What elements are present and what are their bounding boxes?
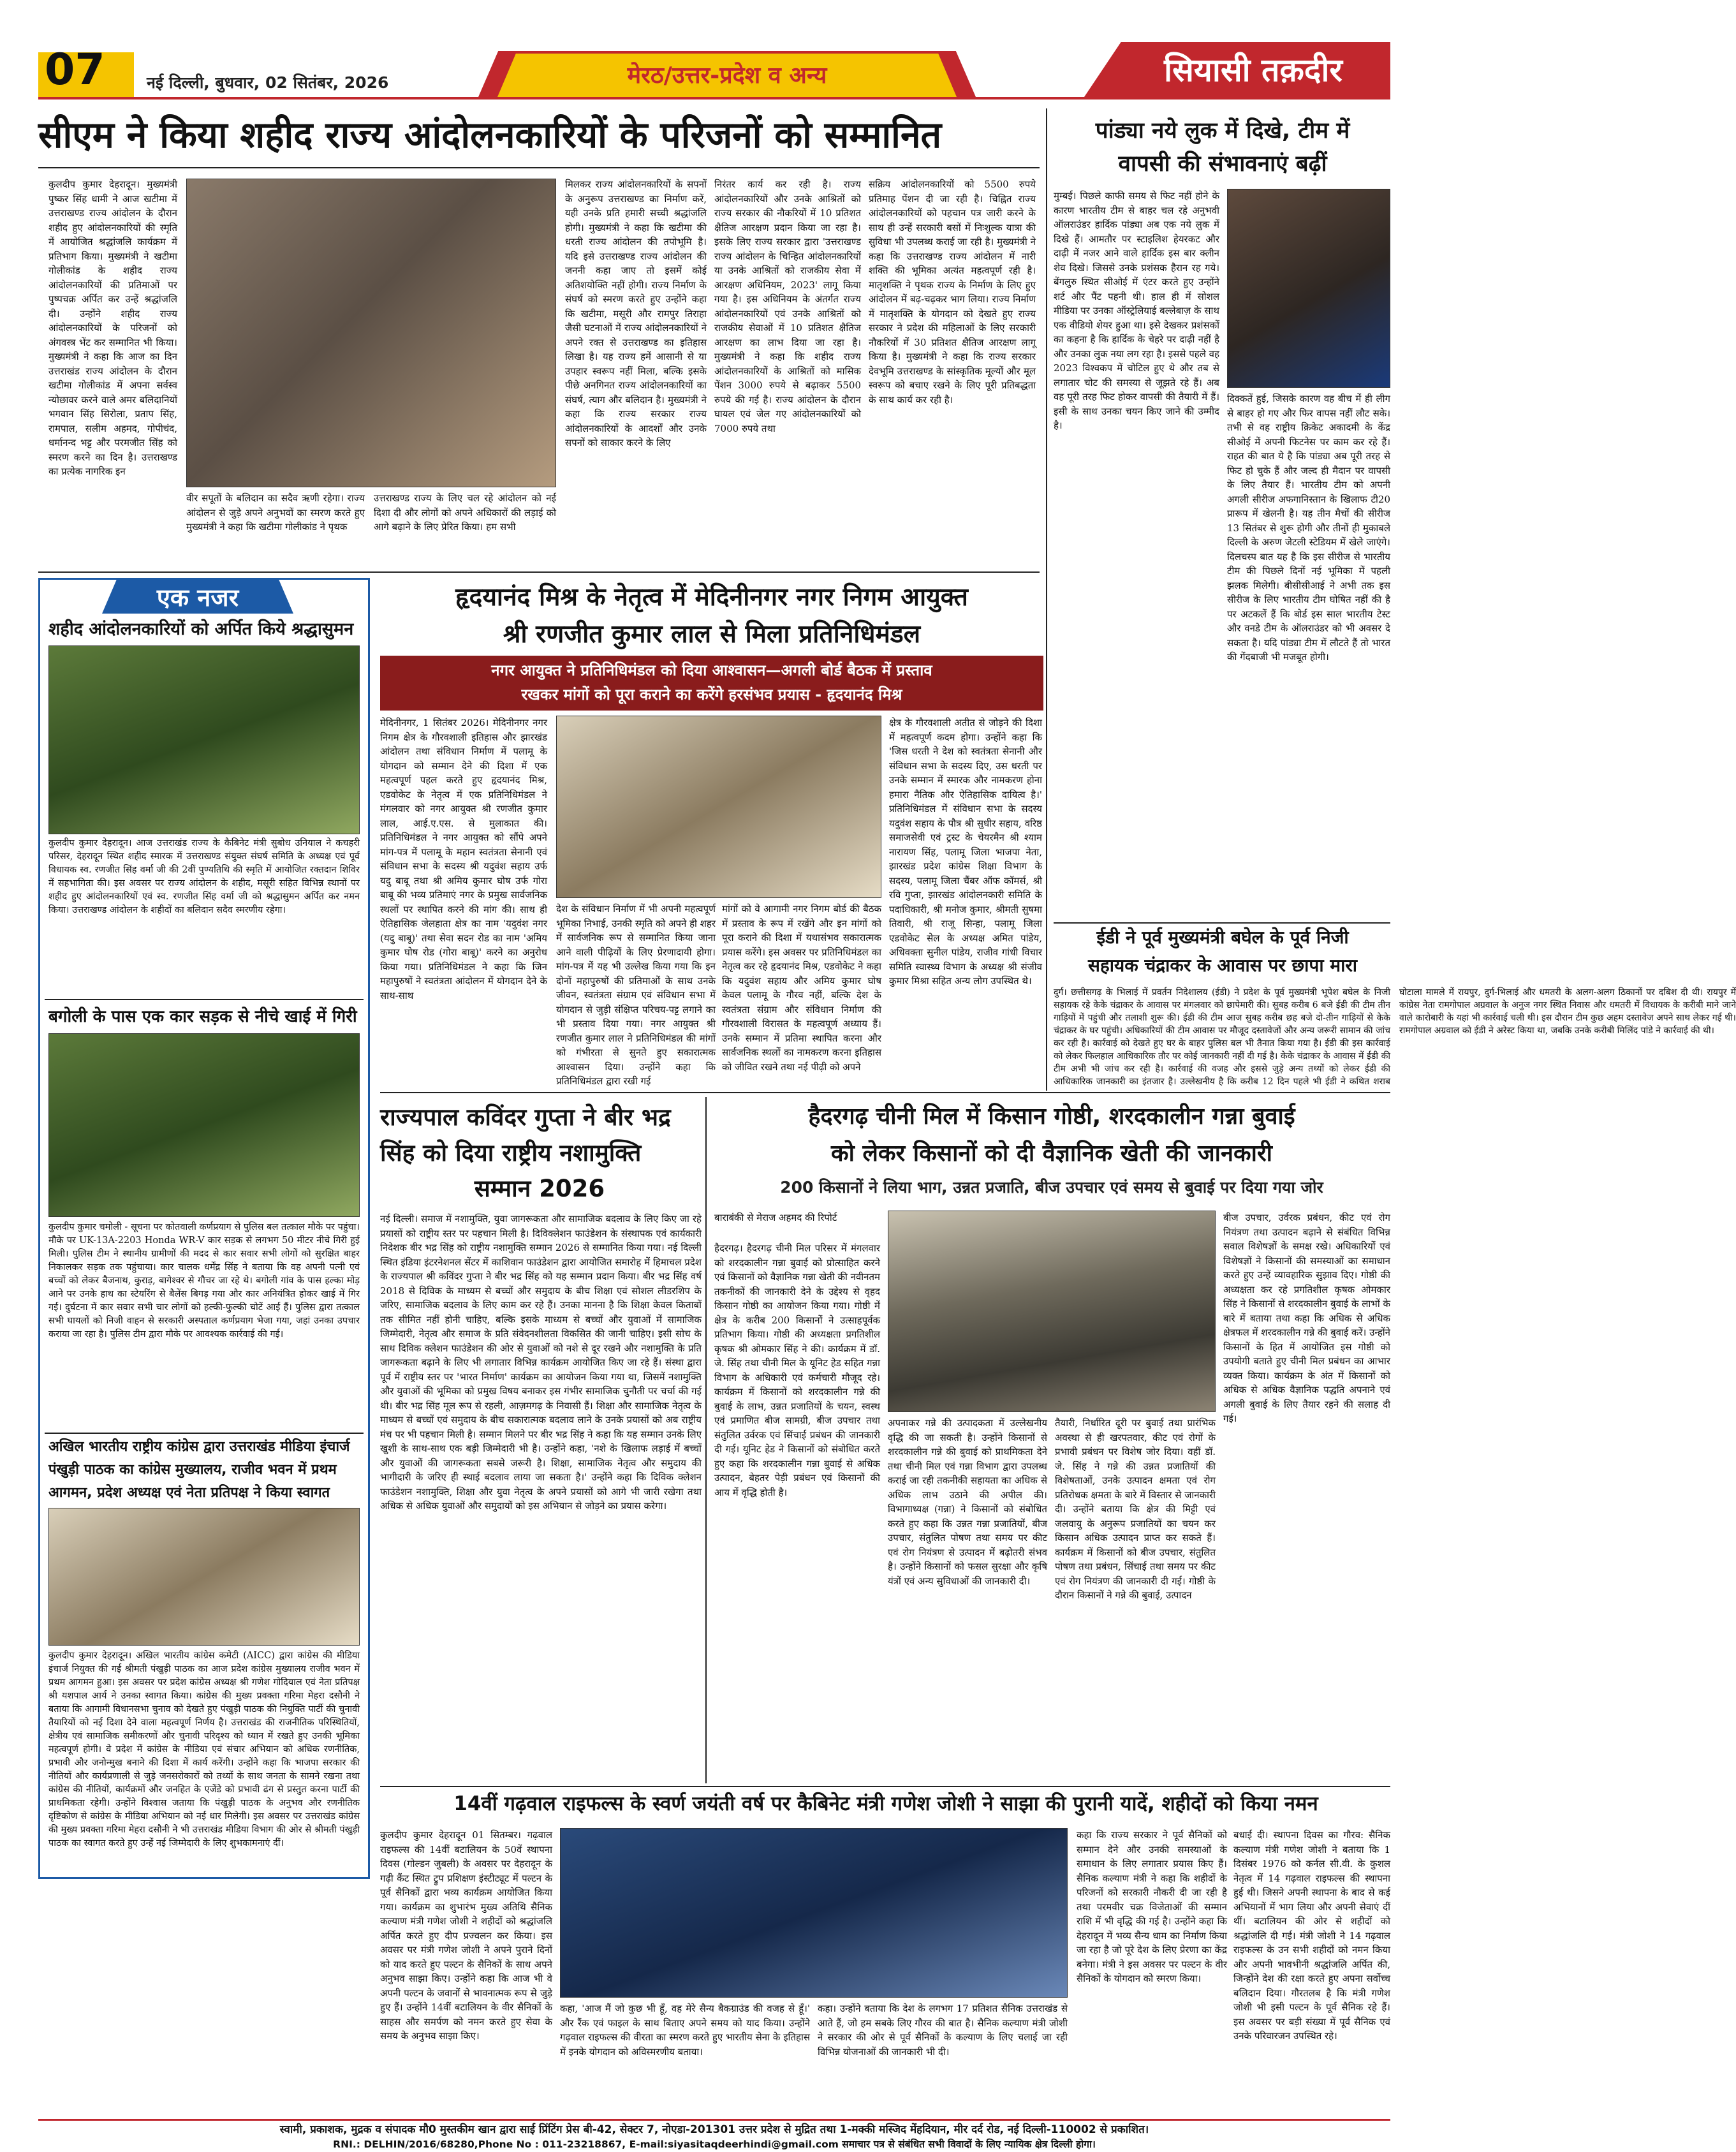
footer-rni: RNI.: DELHIN/2016/68280,Phone No : 011-23218867, E-mail:siyasitaqdeerhindi@gmail.com समाचार पत्र से संबंधित सभी विवादों के लिए न्यायिक क्षेत्र दिल्ली होगा। <box>333 2139 1096 2150</box>
header-rule <box>38 97 1390 99</box>
story6-col3: तैयारी, निर्धारित दूरी पर बुवाई तथा प्रारंभिक अवस्था से ही खरपतवार, कीट एवं रोगों के प्रभावी प्रबंधन पर विशेष जोर दिया। वहीं डॉ. जे. सिंह ने गन्ने की उन्नत प्रजातियों की विशेषताओं, उनके उत्पादन क्षमता एवं रोग प्रतिरोधक क्षमता के बारे में विस्तार से जानकारी दी। उन्होंने बताया कि क्षेत्र की मिट्टी एवं जलवायु के अनुरूप प्रजातियों का चयन कर किसान अधिक उत्पादन प्राप्त कर सकते हैं। कार्यक्रम में किसानों को बीज उपचार, संतुलित पोषण तथा प्रबंधन, सिंचाई तथा समय पर कीट एवं रोग नियंत्रण की जानकारी दी गई। गोष्ठी के दौरान किसानों ने गन्ने की बुवाई, उत्पादन <box>1055 1417 1216 1601</box>
story7-photo <box>560 1828 1068 1998</box>
story3-photo <box>1227 189 1390 388</box>
story2-headline-2: श्री रणजीत कुमार लाल से मिला प्रतिनिधिमंडल <box>503 620 921 649</box>
story3-headline-2: वापसी की संभावनाएं बढ़ीं <box>1118 151 1327 177</box>
story2-subhead-1: नगर आयुक्त ने प्रतिनिधिमंडल को दिया आश्वासन—अगली बोर्ड बैठक में प्रस्ताव <box>491 661 932 679</box>
story1-caption-a: वीर सपूतों के बलिदान का सदैव ऋणी रहेगा। राज्य आंदोलन से जुड़े अपने अनुभवों का स्मरण करते हुए मुख्यमंत्री ने कहा कि खटीमा गोलीकांड ने पृथक <box>186 492 365 533</box>
story3-col-a: मुम्बई। पिछले काफी समय से फिट नहीं होने के कारण भारतीय टीम से बाहर चल रहे अनुभवी ऑलराउंडर हार्दिक पांड्या अब एक नये लुक में दिखे हैं। आमतौर पर स्टाइलिश हेयरकट और दाढ़ी में नजर आने वाले हार्दिक इस बार क्लीन शेव दिखे। जिससे उनके प्रशंसक हैरान रह गये। बेंगलुरु स्थित सीओई में एंटर करते हुए उन्होंने शर्ट और पैंट पहनी थी। हाल ही में सोशल मीडिया पर उनका ऑस्ट्रेलियाई बल्लेबाज़ के साथ एक वीडियो शेयर हुआ था। इसे देखकर प्रशंसकों का कहना है कि हार्दिक के चेहरे पर दाढ़ी नहीं है और उनका लुक नया लग रहा है। इससे पहले वह 2023 विश्वकप में चोटिल हुए थे और तब से लगातार चोट की समस्या से जूझते रहे हैं। अब वह पूरी तरह फिट होकर वापसी की तैयारी में हैं। इसी के साथ उनका चयन किए जाने की उम्मीद है। <box>1054 190 1219 431</box>
divider-h-story7 <box>380 1786 1390 1787</box>
story7-col3: कहा कि राज्य सरकार ने पूर्व सैनिकों को सम्मान देने और उनकी समस्याओं के समाधान के लिए लगातार प्रयास किए हैं। सैनिक कल्याण मंत्री ने कहा कि शहीदों के परिजनों को सरकारी नौकरी दी जा रही है तथा परमवीर चक्र विजेताओं की सम्मान राशि में भी वृद्धि की गई है। उन्होंने कहा कि देहरादून में भव्य सैन्य धाम का निर्माण किया जा रहा है जो पूरे देश के लिए प्रेरणा का केंद्र बनेगा। मंत्री ने इस अवसर पर पल्टन के वीर सैनिकों के योगदान को स्मरण किया। <box>1077 1829 1227 1984</box>
story7-headline: 14वीं गढ़वाल राइफल्स के स्वर्ण जयंती वर्ष पर कैबिनेट मंत्री गणेश जोशी ने साझा की पुरानी यादें, शहीदों को किया नमन <box>453 1792 1318 1815</box>
story2-col4: क्षेत्र के गौरवशाली अतीत से जोड़ने की दिशा में महत्वपूर्ण कदम होगा। उन्होंने कहा कि 'जिस धरती ने देश को स्वतंत्रता सेनानी और संविधान सभा के सदस्य दिए, उस धरती पर उनके सम्मान में स्मारक और नामकरण होना हमारा नैतिक और ऐतिहासिक दायित्व है।' प्रतिनिधिमंडल में संविधान सभा के सदस्य यदुवंश सहाय के पौत्र श्री सुधीर सहाय, वरिष्ठ समाजसेवी एवं ट्रस्ट के चेयरमैन श्री श्याम नारायण सिंह, पलामू जिला भाजपा नेता, झारखंड प्रदेश कांग्रेस शिक्षा विभाग के सदस्य, पलामू जिला चैंबर ऑफ कॉमर्स, श्री रवि गुप्ता, झारखंड आंदोलनकारी समिति के पदाधिकारी, श्री मनोज कुमार, श्रीमती सुषमा तिवारी, श्री राजू सिन्हा, पलामू जिला एडवोकेट सेल के अध्यक्ष अमित पांडेय, अधिवक्ता सुनील पांडेय, राजीव गांधी विचार समिति स्वास्थ्य विभाग के अध्यक्ष श्री संजीव कुमार मिश्रा सहित अन्य लोग उपस्थित थे। <box>889 717 1042 987</box>
story7-col4: बधाई दी। स्थापना दिवस का गौरव: सैनिक कल्याण मंत्री गणेश जोशी ने बताया कि 1 दिसंबर 1976 को कर्नल सी.वी. के कुशल नेतृत्व में 14 गढ़वाल राइफल्स की स्थापना हुई थी। जिसने अपनी स्थापना के बाद से कई अभियानों में भाग लिया और अपनी सेवाएं दीं थीं। बटालियन की ओर से शहीदों को श्रद्धांजलि दी गई। मंत्री जोशी ने 14 गढ़वाल राइफल्स के उन सभी शहीदों को नमन किया और अपनी भावभीनी श्रद्धांजलि अर्पित की, जिन्होंने देश की रक्षा करते हुए अपना सर्वोच्च बलिदान दिया। गौरतलब है कि मंत्री गणेश जोशी भी इसी पल्टन के पूर्व सैनिक रहे हैं। इस अवसर पर बड़ी संख्या में पूर्व सैनिक एवं उनके परिवारजन उपस्थित रहे। <box>1233 1829 1390 2042</box>
story5-headline-3: सम्मान 2026 <box>474 1175 605 1202</box>
story6-photo <box>888 1211 1216 1412</box>
ek-nazar-divider-2 <box>45 1433 364 1434</box>
story5-headline-1: राज्यपाल कविंदर गुप्ता ने बीर भद्र <box>380 1103 671 1131</box>
story4-text-block: दुर्ग। छत्तीसगढ़ के भिलाई में प्रवर्तन निदेशालय (ईडी) ने प्रदेश के पूर्व मुख्यमंत्री भूपेश बघेल के निजी सहायक रहे केके चंद्राकर के आवास पर मंगलवार को छापेमारी की। सुबह करीब 6 बजे ईडी की टीम तीन गाड़ियों में पहुंची और तलाशी शुरू की। ईडी की टीम आज सुबह करीब छह बजे दो-तीन गाड़ियों से केके चंद्राकर के घर पहुंची। अधिकारियों की टीम आवास पर मौजूद दस्तावेजों और अन्य जरूरी सामान की जांच कर रही है। कार्रवाई को देखते हुए घर के बाहर पुलिस बल भी तैनात किया गया है। ईडी की इस कार्रवाई को लेकर फिलहाल आधिकारिक तौर पर कोई जानकारी नहीं दी गई है। केके चंद्राकर के आवास में ईडी की टीम अभी भी जांच कर रही है। कार्रवाई की वजह और इससे जुड़े अन्य तथ्यों को लेकर ईडी की आधिकारिक जानकारी का इंतजार है। उल्लेखनीय है कि करीब 12 दिन पहले भी ईडी ने कथित शराब घोटाला मामले में रायपुर, दुर्ग-भिलाई और धमतरी के अलग-अलग ठिकानों पर दबिश दी थी। रायपुर में कांग्रेस नेता रामगोपाल अग्रवाल के अनुज नगर स्थित निवास और धमतरी में विधायक के करीबी माने जाने वाले कारोबारी के यहां भी कार्रवाई चली थी। इस दौरान टीम कुछ अहम दस्तावेज अपने साथ लेकर गई थी। रामगोपाल अग्रवाल को ईडी ने अरेस्ट किया था, जबकि उनके करीबी मिलिंद पांडे ने कार्रवाई की थी। <box>1054 987 1736 1087</box>
ek-nazar-b-text: कुलदीप कुमार चमोली - सूचना पर कोतवाली कर्णप्रयाग से पुलिस बल तत्काल मौके पर पहुंचा। मौके पर UK-13A-2203 Honda WR-V कार सड़क से लगभग 50 मीटर नीचे गिरी हुई मिली। पुलिस टीम ने स्थानीय ग्रामीणों की मदद से कार सवार सभी लोगों को सुरक्षित बाहर निकालकर सड़क तक पहुंचाया। कार चालक धर्मेंद्र सिंह ने बताया कि वह अपनी पत्नी एवं बच्चों को लेकर बैजनाथ, कुराड़, बागेश्वर से गौचर जा रहे थे। बगोली गांव के पास हल्का मोड़ आने पर उनके हाथ का स्टेयरिंग से बैलेंस बिगड़ गया और कार अनियंत्रित होकर खाई में गिर गई। दुर्घटना में कार सवार सभी चार लोगों को हल्की-फुल्की चोटें आई हैं। पुलिस द्वारा तत्काल सभी घायलों को निजी वाहन से सरकारी अस्पताल कर्णप्रयाग भेजा गया, जहां उनका उपचार कराया जा रहा है। पुलिस टीम द्वारा मौके पर आवश्यक कार्रवाई की गई। <box>48 1222 360 1339</box>
story4-headline-2: सहायक चंद्राकर के आवास पर छापा मारा <box>1087 955 1358 976</box>
story1-col5: सक्रिय आंदोलनकारियों को 5500 रुपये प्रतिमाह पेंशन दी जा रही है। चिह्नित राज्य आंदोलनकारियों को पहचान पत्र जारी करने के साथ ही उन्हें सरकारी बसों में निःशुल्क यात्रा की सुविधा भी उपलब्ध कराई जा रही है। मुख्यमंत्री ने कहा कि उत्तराखण्ड राज्य आंदोलन में नारी शक्ति की भूमिका अत्यंत महत्वपूर्ण रही है। मातृशक्ति ने पृथक राज्य के निर्माण के लिए हुए आंदोलन में बढ़-चढ़कर भाग लिया। राज्य निर्माण में मातृशक्ति के योगदान को देखते हुए राज्य सरकार ने प्रदेश की महिलाओं के लिए सरकारी नौकरियों में 30 प्रतिशत क्षैतिज आरक्षण लागू किया है। मुख्यमंत्री ने कहा कि राज्य सरकार देवभूमि उत्तराखण्ड के सांस्कृतिक मूल्यों और मूल स्वरूप को बचाए रखने के लिए पूरी प्रतिबद्धता के साथ कार्य कर रही है। <box>869 179 1036 406</box>
ek-nazar-c-headline-1: अखिल भारतीय राष्ट्रीय कांग्रेस द्वारा उत्तराखंड मीडिया इंचार्ज <box>48 1439 350 1455</box>
story7-caption-b: कहा। उन्होंने बताया कि देश के लगभग 17 प्रतिशत सैनिक उत्तराखंड से आते हैं, जो हम सबके लिए गौरव की बात है। सैनिक कल्याण मंत्री जोशी ने सरकार की ओर से पूर्व सैनिकों के कल्याण के लिए चलाई जा रही विभिन्न योजनाओं की जानकारी भी दी। <box>818 2003 1068 2058</box>
dateline: नई दिल्ली, बुधवार, 02 सितंबर, 2026 <box>147 73 389 92</box>
ek-nazar-c-photo <box>48 1508 360 1646</box>
story1-col3: मिलकर राज्य आंदोलनकारियों के सपनों के अनुरूप उत्तराखण्ड का निर्माण करें, यही उनके प्रति हमारी सच्ची श्रद्धांजलि होगी। मुख्यमंत्री ने कहा कि खटीमा की धरती राज्य आंदोलन की तपोभूमि है। यदि इसे उत्तराखण्ड राज्य आंदोलन की जननी कहा जाए तो इसमें कोई अतिशयोक्ति नहीं होगी। राज्य निर्माण के संघर्ष को स्मरण करते हुए उन्होंने कहा कि खटीमा, मसूरी और रामपुर तिराहा जैसी घटनाओं में राज्य आंदोलनकारियों ने अपने रक्त से उत्तराखण्ड का इतिहास लिखा है। यह राज्य हमें आसानी से या उपहार स्वरूप नहीं मिला, बल्कि इसके पीछे अनगिनत राज्य आंदोलनकारियों का संघर्ष, त्याग और बलिदान है। मुख्यमंत्री ने कहा कि राज्य सरकार राज्य आंदोलनकारियों के आदर्शों और उनके सपनों को साकार करने के लिए <box>565 179 707 448</box>
story2-col2: देश के संविधान निर्माण में भी अपनी महत्वपूर्ण भूमिका निभाई, उनकी स्मृति को अपने ही शहर में सार्वजनिक रूप से सम्मानित किया जाना आने वाली पीढ़ियों के लिए प्रेरणादायी होगा। मांग-पत्र में यह भी उल्लेख किया गया कि इन दोनों महापुरुषों की प्रतिमाओं के साथ उनके जीवन, स्वतंत्रता संग्राम एवं संविधान सभा में योगदान से जुड़ी संक्षिप्त परिचय-पट्ट लगाने का भी प्रस्ताव दिया गया। नगर आयुक्त श्री रणजीत कुमार लाल ने प्रतिनिधिमंडल की मांगों को गंभीरता से सुनते हुए सकारात्मक आश्वासन दिया। उन्होंने कहा कि प्रतिनिधिमंडल द्वारा रखी गई <box>556 903 716 1087</box>
divider-h-story1 <box>38 571 1040 573</box>
story5-text: नई दिल्ली। समाज में नशामुक्ति, युवा जागरूकता और सामाजिक बदलाव के लिए किए जा रहे प्रयासों को राष्ट्रीय स्तर पर पहचान मिली है। दिविक्लेशन फाउंडेशन के संस्थापक एवं कार्यकारी निदेशक बीर भद्र सिंह को राष्ट्रीय नशामुक्ति सम्मान 2026 से सम्मानित किया गया। नई दिल्ली स्थित इंडिया इंटरनेशनल सेंटर में काशिवान फाउंडेशन द्वारा आयोजित समारोह में हिमाचल प्रदेश के राज्यपाल श्री कविंदर गुप्ता ने बीर भद्र सिंह को यह सम्मान प्रदान किया। बीर भद्र सिंह वर्ष 2018 से दिविक के माध्यम से बच्चों और समुदाय के बीच शिक्षा एवं सोशल लीडरशिप के जरिए, सामाजिक बदलाव के लिए काम कर रहे हैं। उनका मानना है कि शिक्षा केवल किताबों तक सीमित नहीं होनी चाहिए, बल्कि इसके माध्यम से बच्चों और युवाओं में सामाजिक जिम्मेदारी, नेतृत्व और समाज के प्रति संवेदनशीलता विकसित की जानी चाहिए। इसी सोच के साथ दिविक क्लेशन फाउंडेशन की ओर से युवाओं को नशे से दूर रखने और नशामुक्ति के प्रति जागरूकता बढ़ाने के लिए भी लगातार विभिन्न कार्यक्रम आयोजित किए जा रहे हैं। संस्था द्वारा पूर्व में राष्ट्रीय स्तर पर 'भारत निर्माण' कार्यक्रम का आयोजन किया गया था, जिसमें नशामुक्ति और युवाओं की भूमिका को प्रमुख विषय बनाकर इस गंभीर सामाजिक चुनौती पर चर्चा की गई थी। बीर भद्र सिंह मूल रूप से रहली, आज़मगढ़ के निवासी हैं। शिक्षा और सामाजिक नेतृत्व के माध्यम से बच्चों एवं समुदाय के बीच सकारात्मक बदलाव लाने के उनके प्रयासों को अब राष्ट्रीय मंच पर भी पहचान मिली है। सम्मान मिलने पर बीर भद्र सिंह ने कहा कि यह सम्मान उनके लिए खुशी के साथ-साथ एक बड़ी जिम्मेदारी भी है। उन्होंने कहा, 'नशे के खिलाफ लड़ाई में बच्चों और युवाओं की जागरूकता सबसे जरूरी है। शिक्षा, सामाजिक नेतृत्व और समुदाय की भागीदारी के जरिए ही स्थाई बदलाव लाया जा सकता है।' उन्होंने कहा कि दिविक क्लेशन फाउंडेशन नशामुक्ति, शिक्षा और युवा नेतृत्व के अपने प्रयासों को आगे भी जारी रखेगा तथा अधिक से अधिक युवाओं और समुदायों को इस अभियान से जोड़ने का प्रयास करेगा। <box>380 1213 702 1512</box>
divider-h-story3 <box>1054 922 1390 924</box>
story3-headline-1: पांड्या नये लुक में दिखे, टीम में <box>1095 118 1350 144</box>
story1-photo <box>186 179 556 487</box>
story6-subhead: 200 किसानों ने लिया भाग, उन्नत प्रजाति, बीज उपचार एवं समय से बुवाई पर दिया गया जोर <box>780 1178 1323 1197</box>
story1-caption-b: उत्तराखण्ड राज्य के लिए चल रहे आंदोलन को नई दिशा दी और लोगों को अपने अधिकारों की लड़ाई को आगे बढ़ाने के लिए प्रेरित किया। हम सभी <box>374 492 556 533</box>
header-bar <box>0 38 1403 97</box>
divider-v-story5 <box>705 1097 707 1783</box>
divider-v-main <box>1046 108 1047 1091</box>
divider-h-mid <box>380 1092 1390 1093</box>
story2-col3: मांगों को वे आगामी नगर निगम बोर्ड की बैठक में प्रस्ताव के रूप में रखेंगे और इन मांगों को पूरा कराने की दिशा में यथासंभव सकारात्मक प्रयास करेंगे। इस अवसर पर प्रतिनिधिमंडल का नेतृत्व कर रहे हृदयानंद मिश्र, एडवोकेट ने कहा कि यदुवंश सहाय और अमिय कुमार घोष केवल पलामू के गौरव नहीं, बल्कि देश के स्वतंत्रता संग्राम और संविधान निर्माण की गौरवशाली विरासत के महत्वपूर्ण अध्याय हैं। उनके सम्मान में प्रतिमा स्थापित करना और सार्वजनिक स्थलों का नामकरण करना इतिहास को जीवित रखने तथा नई पीढ़ी को अपने <box>722 903 881 1073</box>
story3-col-b: दिक्कतें हुई, जिसके कारण वह बीच में ही लीग से बाहर हो गए और फिर वापस नहीं लौट सके। तभी से वह राष्ट्रीय क्रिकेट अकादमी के केंद्र सीओई में अपनी फिटनेस पर काम कर रहे हैं। राहत की बात ये है कि पांड्या अब पूरी तरह से फिट हो चुके हैं और जल्द ही मैदान पर वापसी के लिए तैयार हैं। भारतीय टीम को अपनी अगली सीरीज अफगानिस्तान के खिलाफ टी20 प्रारूप में खेलनी है। यह तीन मैचों की सीरीज 13 सितंबर से शुरू होगी और तीनों ही मुकाबले दिल्ली के अरुण जेटली स्टेडियम में खेले जाएंगे। दिलचस्प बात यह है कि इस सीरीज से भारतीय टीम की पिछले दिनों नई भूमिका में पहली झलक मिलेगी। बीसीसीआई ने अभी तक इस सीरीज के लिए भारतीय टीम घोषित नहीं की है पर अटकलें हैं कि बोर्ड इस साल भारतीय टेस्ट और वनडे टीम के ऑलराउंडर को भी अवसर दे सकता है। यदि पांड्या टीम में लौटते हैं तो भारत की गेंदबाजी भी मजबूत होगी। <box>1227 393 1390 663</box>
story6-col1: हैदरगढ़। हैदरगढ़ चीनी मिल परिसर में मंगलवार को शरदकालीन गन्ना बुवाई को प्रोत्साहित करने एवं किसानों को वैज्ञानिक गन्ना खेती की नवीनतम तकनीकों की जानकारी देने के उद्देश्य से वृहद किसान गोष्ठी का आयोजन किया गया। गोष्ठी में क्षेत्र के करीब 200 किसानों ने उत्साहपूर्वक प्रतिभाग किया। गोष्ठी की अध्यक्षता प्रगतिशील कृषक श्री ओमकार सिंह ने की। कार्यक्रम में डॉ. जे. सिंह तथा चीनी मिल के यूनिट हेड सहित गन्ना विभाग के अधिकारी एवं कर्मचारी मौजूद रहे। कार्यक्रम में किसानों को शरदकालीन गन्ने की बुवाई के लाभ, उन्नत प्रजातियों के चयन, स्वस्थ एवं प्रमाणित बीज सामग्री, बीज उपचार तथा संतुलित उर्वरक एवं सिंचाई प्रबंधन की जानकारी दी गई। यूनिट हेड ने किसानों को संबोधित करते हुए कहा कि शरदकालीन गन्ना बुवाई से अधिक उत्पादन, बेहतर पेड़ी प्रबंधन एवं किसानों की आय में वृद्धि होती है। <box>714 1242 881 1498</box>
ek-nazar-c-headline-2: पंखुड़ी पाठक का कांग्रेस मुख्यालय, राजीव भवन में प्रथम <box>48 1462 337 1478</box>
story2-photo <box>556 716 881 898</box>
ek-nazar-b-photo <box>48 1033 360 1217</box>
footer-imprint: स्वामी, प्रकाशक, मुद्रक व संपादक मौ0 मुस्तकीम खान द्वारा साई प्रिंटिंग प्रेस बी-42, सेक्टर 7, नोएडा-201301 उत्तर प्रदेश से मुद्रित तथा 1-मक्की मस्जिद मेंहदियान, मीर दर्द रोड, नई दिल्ली-110002 से प्रकाशित। <box>279 2123 1149 2136</box>
story2-col1: मेदिनीनगर, 1 सितंबर 2026। मेदिनीनगर नगर निगम क्षेत्र के गौरवशाली इतिहास और झारखंड आंदोलन तथा संविधान निर्माण में पलामू के योगदान को सम्मान देने की दिशा में एक महत्वपूर्ण पहल करते हुए हृदयानंद मिश्र, एडवोकेट के नेतृत्व में एक प्रतिनिधिमंडल ने मंगलवार को नगर आयुक्त श्री रणजीत कुमार लाल, आई.ए.एस. से मुलाकात की। प्रतिनिधिमंडल ने नगर आयुक्त को सौंपे अपने मांग-पत्र में पलामू के महान स्वतंत्रता सेनानी एवं संविधान सभा के सदस्य श्री यदुवंश सहाय उर्फ यदु बाबू तथा श्री अमिय कुमार घोष उर्फ गोरा बाबू की भव्य प्रतिमाएं नगर के प्रमुख सार्वजनिक स्थलों पर स्थापित करने की मांग की। साथ ही ऐतिहासिक जेलहाता क्षेत्र का नाम 'यदुवंश नगर (यदु बाबू)' तथा सेवा सदन रोड का नाम 'अमिय कुमार घोष रोड (गोरा बाबू)' करने का अनुरोध किया गया। प्रतिनिधिमंडल ने कहा कि जिन महापुरुषों ने स्वतंत्रता आंदोलन में योगदान देने के साथ-साथ <box>380 717 547 1001</box>
ek-nazar-c-text: कुलदीप कुमार देहरादून। अखिल भारतीय कांग्रेस कमेटी (AICC) द्वारा कांग्रेस की मीडिया इंचार्ज नियुक्त की गई श्रीमती पंखुड़ी पाठक का आज प्रदेश कांग्रेस मुख्यालय राजीव भवन में प्रथम आगमन हुआ। इस अवसर पर प्रदेश कांग्रेस अध्यक्ष श्री गणेश गोदियाल एवं नेता प्रतिपक्ष श्री यशपाल आर्य ने उनका स्वागत किया। कांग्रेस की मुख्य प्रवक्ता गरिमा मेहरा दसौनी ने बताया कि आगामी विधानसभा चुनाव को देखते हुए पंखुड़ी पाठक की नियुक्ति पार्टी की चुनावी तैयारियों को नई दिशा देने वाला महत्वपूर्ण निर्णय है। उत्तराखंड की राजनीतिक परिस्थितियों, क्षेत्रीय एवं सामाजिक समीकरणों और चुनावी परिदृश्य को ध्यान में रखते हुए उनकी भूमिका महत्वपूर्ण होगी। वे प्रदेश में कांग्रेस के मीडिया एवं संचार अभियान को अधिक रणनीतिक, प्रभावी और जनोन्मुख बनाने की दिशा में कार्य करेंगी। उन्होंने कहा कि भाजपा सरकार की नीतियों और कार्यप्रणाली से जुड़े जनसरोकारों को तथ्यों के साथ जनता के सामने रखना तथा कांग्रेस की नीतियों, कार्यक्रमों और जनहित के एजेंडे को प्रभावी ढंग से प्रस्तुत करना पार्टी की प्राथमिकता रहेगी। उन्होंने विश्वास जताया कि पंखुड़ी पाठक के अनुभव और रणनीतिक दृष्टिकोण से कांग्रेस के मीडिया अभियान को नई धार मिलेगी। इस अवसर पर उत्तराखंड कांग्रेस की मुख्य प्रवक्ता गरिमा मेहरा दसौनी ने भी उत्तराखंड मीडिया विभाग की ओर से श्रीमती पंखुड़ी पाठक का स्वागत करते हुए उन्हें नई जिम्मेदारी के लिए शुभकामनाएं दीं। <box>48 1651 360 1848</box>
story6-col2: अपनाकर गन्ने की उत्पादकता में उल्लेखनीय वृद्धि की जा सकती है। उन्होंने किसानों से शरदकालीन गन्ने की बुवाई को प्राथमिकता देने तथा चीनी मिल एवं गन्ना विभाग द्वारा उपलब्ध कराई जा रही तकनीकी सहायता का अधिक से अधिक लाभ उठाने की अपील की। विभागाध्यक्ष (गन्ना) ने किसानों को संबोधित करते हुए कहा कि उन्नत गन्ना प्रजातियों, बीज उपचार, संतुलित पोषण तथा समय पर कीट एवं रोग नियंत्रण से उत्पादन में बढ़ोतरी संभव है। उन्होंने किसानों को फसल सुरक्षा और कृषि यंत्रों एवं अन्य सुविधाओं की जानकारी दी। <box>888 1417 1047 1587</box>
ek-nazar-a-headline: शहीद आंदोलनकारियों को अर्पित किये श्रद्धासुमन <box>48 619 354 639</box>
story6-dateline: बाराबंकी से मेराज अहमद की रिपोर्ट <box>714 1212 837 1223</box>
story1-headline: सीएम ने किया शहीद राज्य आंदोलनकारियों के परिजनों को सम्मानित <box>38 114 942 156</box>
story6-col4: बीज उपचार, उर्वरक प्रबंधन, कीट एवं रोग नियंत्रण तथा उत्पादन बढ़ाने से संबंधित विभिन्न सवाल विशेषज्ञों के समक्ष रखे। अधिकारियों एवं विशेषज्ञों ने किसानों की समस्याओं का समाधान करते हुए उन्हें व्यावहारिक सुझाव दिए। गोष्ठी की अध्यक्षता कर रहे प्रगतिशील कृषक ओमकार सिंह ने किसानों से शरदकालीन बुवाई के लाभों के बारे में बताया तथा कहा कि अधिक से अधिक क्षेत्रफल में शरदकालीन गन्ने की बुवाई करें। उन्होंने किसानों के हित में आयोजित इस गोष्ठी को उपयोगी बताते हुए चीनी मिल प्रबंधन का आभार व्यक्त किया। कार्यक्रम के अंत में किसानों को अधिक से अधिक वैज्ञानिक पद्धति अपनाने एवं अगली बुवाई के लिए तैयार रहने की सलाह दी गई। <box>1223 1212 1391 1424</box>
ek-nazar-a-text: कुलदीप कुमार देहरादून। आज उत्तराखंड राज्य के कैबिनेट मंत्री सुबोध उनियाल ने कचहरी परिसर, देहरादून स्थित शहीद स्मारक में उत्तराखण्ड संयुक्त संघर्ष समिति के अध्यक्ष एवं पूर्व विधायक स्व. रणजीत सिंह वर्मा जी की 2वीं पुण्यतिथि की स्मृति में आयोजित रक्तदान शिविर में सहभागिता की। इस अवसर पर राज्य आंदोलन के शहीद, मसूरी सहित विभिन्न स्थानों पर शहीद हुए आंदोलनकारियों एवं स्व. रणजीत सिंह वर्मा जी को श्रद्धासुमन अर्पित कर नमन किया। उत्तराखण्ड आंदोलन के शहीदों का बलिदान सदैव स्मरणीय रहेगा। <box>48 838 360 915</box>
story2-headline-1: हृदयानंद मिश्र के नेतृत्व में मेदिनीनगर नगर निगम आयुक्त <box>455 583 968 612</box>
story6-headline-2: को लेकर किसानों को दी वैज्ञानिक खेती की जानकारी <box>830 1140 1273 1167</box>
story5-headline-2: सिंह को दिया राष्ट्रीय नशामुक्ति <box>380 1139 642 1167</box>
story1-col1: कुलदीप कुमार देहरादून। मुख्यमंत्री पुष्कर सिंह धामी ने आज खटीमा में उत्तराखण्ड राज्य आंदोलन के दौरान शहीद हुए आंदोलनकारियों की स्मृति में आयोजित श्रद्धांजलि कार्यक्रम में प्रतिभाग किया। मुख्यमंत्री ने खटीमा गोलीकांड के शहीद राज्य आंदोलनकारियों की प्रतिमाओं पर पुष्पचक्र अर्पित कर उन्हें श्रद्धांजलि दी। उन्होंने शहीद राज्य आंदोलनकारियों के परिजनों को अंगवस्त्र भेंट कर सम्मानित भी किया। मुख्यमंत्री ने कहा कि आज का दिन उत्तराखंड राज्य आंदोलन के दौरान खटीमा गोलीकांड में अपना सर्वस्व न्योछावर करने वाले अमर बलिदानियों भगवान सिंह सिरोला, प्रताप सिंह, रामपाल, सलीम अहमद, गोपीचंद, धर्मानन्द भट्ट और परमजीत सिंह को स्मरण करने का दिन है। उत्तराखण्ड का प्रत्येक नागरिक इन <box>48 179 177 477</box>
story1-underline <box>38 167 1040 168</box>
story4-headline-1: ईडी ने पूर्व मुख्यमंत्री बघेल के पूर्व निजी <box>1096 927 1349 948</box>
page-number: 07 <box>45 45 105 95</box>
ek-nazar-label: एक नजर <box>156 584 239 612</box>
story2-subhead-2: रखकर मांगों को पूरा कराने का करेंगे हरसंभव प्रयास - हृदयानंद मिश्र <box>521 686 902 704</box>
ek-nazar-b-headline: बगोली के पास एक कार सड़क से नीचे खाई में गिरी <box>48 1007 357 1026</box>
story6-headline-1: हैदरगढ़ चीनी मिल में किसान गोष्ठी, शरदकालीन गन्ना बुवाई <box>808 1103 1295 1130</box>
ek-nazar-divider-1 <box>45 999 364 1000</box>
masthead-title: सियासी तक़दीर <box>1164 52 1342 89</box>
ek-nazar-c-headline-3: आगमन, प्रदेश अध्यक्ष एवं नेता प्रतिपक्ष ने किया स्वागत <box>48 1485 330 1501</box>
ek-nazar-a-photo <box>48 645 360 834</box>
story7-caption-a: कहा, 'आज मैं जो कुछ भी हूँ, वह मेरे सैन्य बैकग्राउंड की वजह से हूँ।' और रैंक एवं फाइल के साथ बिताए अपने समय को याद किया। उन्होंने गढ़वाल राइफल्स की वीरता का स्मरण करते हुए भारतीय सेना के इतिहास में इनके योगदान को अविस्मरणीय बताया। <box>560 2003 810 2058</box>
edition-label: मेरठ/उत्तर-प्रदेश व अन्य <box>627 63 827 89</box>
story7-col1: कुलदीप कुमार देहरादून 01 सितम्बर। गढ़वाल राइफल्स की 14वीं बटालियन के 50वें स्थापना दिवस (गोल्डन जुबली) के अवसर पर देहरादून के गढ़ी कैंट स्थित ट्रुप प्रशिक्षण इंस्टीट्यूट में पल्टन के पूर्व सैनिकों द्वारा भव्य कार्यक्रम आयोजित किया गया। कार्यक्रम का शुभारंभ मुख्य अतिथि सैनिक कल्याण मंत्री गणेश जोशी ने शहीदों को श्रद्धांजलि अर्पित करते हुए दीप प्रज्वलन कर किया। इस अवसर पर मंत्री गणेश जोशी ने अपने पुराने दिनों को याद करते हुए पल्टन के सैनिकों के साथ अपने अनुभव साझा किए। उन्होंने कहा कि आज भी वे अपनी पल्टन के जवानों से भावनात्मक रूप से जुड़े हुए हैं। उन्होंने 14वीं बटालियन के वीर सैनिकों के साहस और समर्पण को नमन करते हुए सेवा के समय के अनुभव साझा किए। <box>380 1829 552 2042</box>
story1-col4: निरंतर कार्य कर रही है। राज्य आंदोलनकारियों और उनके आश्रितों को राज्य सरकार की नौकरियों में 10 प्रतिशत क्षैतिज आरक्षण प्रदान किया जा रहा है। इसके लिए राज्य सरकार द्वारा 'उत्तराखण्ड राज्य आंदोलन के चिन्हित आंदोलनकारियों या उनके आश्रितों को राजकीय सेवा में आरक्षण अधिनियम, 2023' लागू किया गया है। इस अधिनियम के अंतर्गत राज्य आंदोलनकारियों एवं उनके आश्रितों को राजकीय सेवाओं में 10 प्रतिशत क्षैतिज आरक्षण का लाभ दिया जा रहा है। मुख्यमंत्री ने कहा कि शहीद राज्य आंदोलनकारियों के आश्रितों को मासिक पेंशन 3000 रुपये से बढ़ाकर 5500 रुपये की गई है। राज्य आंदोलन के दौरान घायल एवं जेल गए आंदोलनकारियों को 7000 रुपये तथा <box>714 179 861 434</box>
